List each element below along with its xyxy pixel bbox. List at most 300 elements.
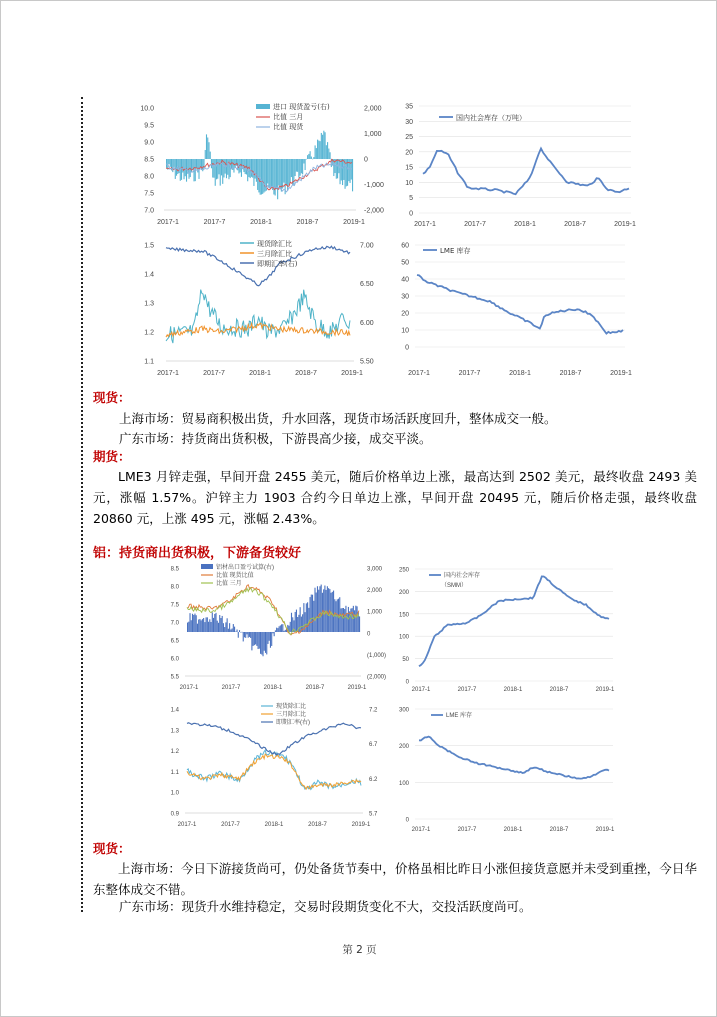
spread-bar <box>319 586 320 632</box>
y-tick-label: 50 <box>401 259 409 267</box>
spread-bar <box>228 629 229 632</box>
spread-bar <box>267 159 268 184</box>
zinc-spot-heading: 现货： <box>93 390 131 405</box>
spread-bar <box>198 620 199 632</box>
spread-bar <box>233 159 234 173</box>
spread-bar <box>261 159 262 194</box>
y2-tick-label: 2,000 <box>364 105 382 113</box>
legend-label: 比值 三月 <box>273 113 304 121</box>
legend-label: LME 库存 <box>440 247 471 255</box>
spread-bar <box>342 159 343 185</box>
spread-bar <box>275 159 276 196</box>
y-tick-label: 1.1 <box>144 358 154 366</box>
spread-bar <box>283 159 284 183</box>
spread-bar <box>305 159 306 170</box>
spread-bar <box>290 159 291 183</box>
spread-bar <box>207 617 208 632</box>
x-tick-label: 2018-1 <box>503 687 523 693</box>
x-tick-label: 2018-1 <box>263 685 283 691</box>
aluminum-ratio-chart <box>171 701 386 831</box>
spread-bar <box>254 632 255 645</box>
spread-bar <box>244 632 245 637</box>
spread-bar <box>256 632 257 646</box>
spread-bar <box>205 150 206 159</box>
spread-bar <box>264 632 265 651</box>
legend-label: 三月除汇比 <box>257 250 292 258</box>
x-tick-label: 2017-1 <box>157 370 179 377</box>
legend-label: 三月除汇比 <box>276 712 307 718</box>
spread-bar <box>308 154 309 159</box>
spread-bar <box>321 133 322 159</box>
spread-bar <box>354 610 355 632</box>
spread-bar <box>219 615 220 632</box>
spread-bar <box>302 159 303 174</box>
x-tick-label: 2017-1 <box>177 822 197 828</box>
spread-bar <box>312 595 313 632</box>
spread-bar <box>220 618 221 632</box>
spread-bar <box>257 159 258 190</box>
spread-bar <box>277 159 278 199</box>
zinc-spread-svg <box>136 98 384 228</box>
y-tick-label: 5 <box>409 195 413 203</box>
y-tick-label: 8.5 <box>144 156 154 164</box>
aluminum-spread-bars <box>187 585 360 657</box>
spread-bar <box>263 159 264 193</box>
spread-bar <box>201 620 202 632</box>
x-tick-label: 2018-7 <box>549 687 569 693</box>
y-tick-label: 1.0 <box>170 790 179 797</box>
spread-bar <box>313 601 314 632</box>
spread-bar <box>333 591 334 632</box>
spread-bar <box>170 159 171 167</box>
spread-bar <box>229 623 230 632</box>
aluminum-lme-stock-line <box>419 737 609 779</box>
spread-bar <box>357 606 358 632</box>
aluminum-spread-chart <box>171 561 386 693</box>
spread-bar <box>278 159 279 185</box>
spread-bar <box>191 620 192 632</box>
spread-bar <box>286 159 287 186</box>
y-tick-label: 35 <box>405 103 413 111</box>
y-tick-label: 7.0 <box>144 207 154 215</box>
x-tick-label: 2017-1 <box>411 687 431 693</box>
spread-bar <box>311 157 312 159</box>
spread-bar <box>306 159 307 160</box>
x-tick-label: 2017-7 <box>221 822 240 828</box>
x-tick-label: 2019-1 <box>614 221 636 228</box>
y2-tick-label: 6.00 <box>360 319 374 327</box>
spread-bar <box>251 159 252 177</box>
spread-bar <box>199 619 200 632</box>
spread-bar <box>272 632 273 633</box>
x-tick-label: 2018-1 <box>249 370 271 377</box>
spread-bar <box>271 632 272 646</box>
spread-bar <box>284 631 285 632</box>
y2-tick-label: 7.00 <box>360 242 374 250</box>
y-tick-label: 200 <box>398 744 409 751</box>
spread-bar <box>347 613 348 632</box>
y2-tick-label: (1,000) <box>367 652 387 659</box>
spread-bar <box>217 159 218 179</box>
spread-bar <box>222 616 223 632</box>
x-tick-label: 2018-7 <box>295 370 317 377</box>
spread-bar <box>188 622 189 632</box>
spread-bar <box>274 632 275 636</box>
spread-bar <box>352 159 353 191</box>
spread-bar <box>317 586 318 632</box>
legend-label: 铝材出口盈亏试算(右) <box>216 565 274 571</box>
spread-bar <box>232 628 233 632</box>
aluminum-lme-stock-chart <box>391 701 621 836</box>
x-tick-label: 2019-1 <box>351 822 371 828</box>
x-tick-label: 2018-7 <box>305 685 325 691</box>
spread-bar <box>207 138 208 159</box>
spread-bar <box>340 159 341 184</box>
spread-bar <box>323 131 324 159</box>
zinc-guangdong-text: 广东市场：持货商出货积极，下游畏高少接，成交平淡。 <box>119 431 432 446</box>
y-tick-label: 9.0 <box>144 139 154 147</box>
spread-bar <box>241 632 242 633</box>
spread-bar <box>342 608 343 632</box>
spread-bar <box>296 610 297 632</box>
spread-bar <box>189 613 190 632</box>
zinc-lme-stock-chart <box>393 237 638 382</box>
spread-bar <box>328 588 329 632</box>
aluminum-spread-svg <box>171 561 386 693</box>
spread-bar <box>206 134 207 159</box>
x-tick-label: 2017-1 <box>179 685 199 691</box>
spread-bar <box>262 632 263 656</box>
spread-bar <box>217 621 218 632</box>
spread-bar <box>258 632 259 649</box>
spread-bar <box>280 625 281 632</box>
y2-tick-label: -1,000 <box>364 182 384 189</box>
spread-bar <box>218 623 219 632</box>
spread-bar <box>312 159 313 160</box>
spread-bar <box>248 632 249 638</box>
aluminum-domestic-stock-svg <box>391 561 621 696</box>
legend-swatch <box>201 564 213 569</box>
spread-bar <box>260 632 261 654</box>
spread-bar <box>344 609 345 632</box>
spread-bar <box>359 616 360 632</box>
page-number: 第 2 页 <box>342 944 377 956</box>
spread-bar <box>280 159 281 189</box>
spread-bar <box>282 624 283 632</box>
spread-bar <box>308 608 309 632</box>
spread-bar <box>187 623 188 632</box>
spread-bar <box>240 632 241 633</box>
spread-bar <box>258 159 259 192</box>
y-tick-label: 100 <box>398 780 409 787</box>
spread-bar <box>314 588 315 632</box>
y-tick-label: 60 <box>401 242 409 250</box>
spread-bar <box>223 623 224 632</box>
spread-bar <box>260 159 261 195</box>
spread-bar <box>181 159 182 180</box>
spread-bar <box>270 159 271 189</box>
spread-bar <box>320 141 321 159</box>
x-tick-label: 2018-7 <box>308 822 327 828</box>
legend-label: 现货除汇比 <box>257 240 292 248</box>
y2-tick-label: 5.7 <box>369 811 378 818</box>
y-tick-label: 1.3 <box>170 728 179 735</box>
spread-bar <box>227 618 228 632</box>
spread-bar <box>328 149 329 159</box>
aluminum-lme-stock-svg <box>391 701 621 836</box>
x-tick-label: 2017-1 <box>408 370 430 377</box>
spread-bar <box>307 155 308 159</box>
y-tick-label: 9.5 <box>144 122 154 130</box>
y2-tick-label: 0 <box>364 156 368 164</box>
y-tick-label: 20 <box>405 149 413 157</box>
x-tick-label: 2017-7 <box>458 370 481 377</box>
spread-bar <box>222 159 223 184</box>
zinc-spread-chart <box>136 98 384 228</box>
spread-bar <box>208 142 209 159</box>
x-tick-label: 2018-7 <box>296 219 319 226</box>
spread-bar <box>341 159 342 180</box>
spread-bar <box>322 135 323 159</box>
y-tick-label: 1.4 <box>144 271 154 279</box>
spread-bar <box>233 624 234 632</box>
y2-tick-label: 0 <box>367 631 371 638</box>
x-tick-label: 2018-7 <box>549 827 569 833</box>
spread-bar <box>197 624 198 632</box>
spread-bar <box>238 632 239 638</box>
spread-bar <box>303 603 304 632</box>
y2-tick-label: -2,000 <box>364 207 384 215</box>
spread-bar <box>253 632 254 646</box>
spread-bar <box>326 145 327 159</box>
spread-bar <box>262 159 263 194</box>
y-tick-label: 1.2 <box>170 749 179 756</box>
spread-bar <box>230 629 231 632</box>
spread-bar <box>173 159 174 167</box>
y-tick-label: 8.0 <box>144 173 154 181</box>
spread-bar <box>192 614 193 632</box>
spread-bar <box>317 140 318 159</box>
legend-label: 比值 三月 <box>216 581 242 587</box>
aluminum-spot-ratio-line <box>187 750 361 789</box>
spread-bar <box>290 622 291 632</box>
spread-bar <box>186 159 187 182</box>
spread-bar <box>206 617 207 632</box>
y-tick-label: 1.4 <box>170 707 179 714</box>
y-tick-label: 0.9 <box>170 811 179 818</box>
spread-bar <box>297 159 298 172</box>
spread-bar <box>235 631 236 632</box>
spread-bar <box>259 632 260 649</box>
spread-bar <box>295 612 296 632</box>
spread-bar <box>236 630 237 632</box>
spread-bar <box>282 159 283 189</box>
spread-bar <box>194 614 195 632</box>
y-tick-label: 10 <box>401 327 409 335</box>
spread-bar <box>300 159 301 176</box>
spread-bar <box>235 159 236 167</box>
legend-label: 比值 现货比值 <box>216 573 254 579</box>
y-tick-label: 250 <box>398 567 409 574</box>
y-tick-label: 300 <box>398 707 409 714</box>
x-tick-label: 2017-7 <box>464 221 486 228</box>
y-tick-label: 7.5 <box>170 602 179 609</box>
x-tick-label: 2018-1 <box>264 822 284 828</box>
x-tick-label: 2018-7 <box>559 370 582 377</box>
spread-bar <box>209 619 210 632</box>
spread-bar <box>315 145 316 159</box>
legend-label: （SMM） <box>441 583 467 589</box>
spread-bar <box>256 159 257 182</box>
y-tick-label: 25 <box>405 134 413 142</box>
spread-bar <box>291 613 292 632</box>
y2-tick-label: (2,000) <box>367 674 387 681</box>
spread-bar <box>271 159 272 187</box>
y2-tick-label: 1,000 <box>367 609 383 616</box>
y-tick-label: 0 <box>405 817 409 824</box>
y-tick-label: 6.0 <box>170 656 179 663</box>
y-tick-label: 100 <box>398 634 409 641</box>
spread-bar <box>196 159 197 169</box>
spread-bar <box>277 628 278 632</box>
legend-label: 现货除汇比 <box>276 704 307 710</box>
spread-bar <box>300 607 301 632</box>
spread-bar <box>246 632 247 634</box>
legend-label: 即期汇率(右) <box>276 720 310 726</box>
x-tick-label: 2018-7 <box>564 221 586 228</box>
spread-bar <box>321 585 322 632</box>
spread-bar <box>306 603 307 632</box>
y-tick-label: 1.2 <box>144 329 154 337</box>
x-tick-label: 2018-1 <box>250 219 272 226</box>
spread-bar <box>204 622 205 632</box>
spread-bar <box>196 615 197 632</box>
spread-bar <box>327 142 328 159</box>
spread-bar <box>208 622 209 632</box>
spread-bar <box>268 159 269 188</box>
spread-bar <box>265 632 266 653</box>
aluminum-spot-heading: 现货： <box>93 841 131 856</box>
x-tick-label: 2018-1 <box>514 221 536 228</box>
zinc-domestic-stock-chart <box>393 98 638 233</box>
y-tick-label: 20 <box>401 310 409 318</box>
spread-bar <box>343 608 344 632</box>
legend-label: 国内社会库存（万吨） <box>456 114 526 122</box>
spread-bar <box>330 152 331 159</box>
spread-bar <box>255 632 256 644</box>
y2-tick-label: 6.2 <box>369 776 378 783</box>
x-tick-label: 2019-1 <box>347 685 367 691</box>
spread-bar <box>198 159 199 179</box>
x-tick-label: 2018-1 <box>503 827 523 833</box>
spread-bar <box>296 159 297 172</box>
spread-bar <box>227 159 228 175</box>
spread-bar <box>218 159 219 174</box>
spread-bar <box>285 159 286 194</box>
x-tick-label: 2019-1 <box>343 219 365 226</box>
spread-bar <box>212 159 213 178</box>
spread-bar <box>340 608 341 632</box>
x-tick-label: 2017-1 <box>411 827 431 833</box>
spread-bar <box>310 151 311 159</box>
aluminum-section-title: 铝：持货商出货积极，下游备货较好 <box>93 546 302 561</box>
spread-bar <box>255 159 256 179</box>
spread-bar <box>261 632 262 655</box>
y-tick-label: 0 <box>405 679 409 686</box>
aluminum-ratio-svg <box>171 701 386 831</box>
y2-tick-label: 2,000 <box>367 588 383 595</box>
zinc-domestic-stock-line <box>423 149 629 195</box>
spread-bar <box>281 624 282 632</box>
spread-bar <box>298 159 299 178</box>
spread-bar <box>307 602 308 632</box>
spread-bar <box>214 614 215 632</box>
spread-bar <box>303 159 304 164</box>
x-tick-label: 2018-1 <box>509 370 531 377</box>
spread-bar <box>266 159 267 191</box>
x-tick-label: 2019-1 <box>341 370 363 377</box>
spread-bar <box>192 159 193 170</box>
y-tick-label: 6.5 <box>170 638 179 645</box>
y-tick-label: 1.1 <box>170 769 179 776</box>
x-tick-label: 2017-1 <box>414 221 436 228</box>
aluminum-guangdong-text: 广东市场：现货升水维持稳定，交易时段期货变化不大，交投活跃度尚可。 <box>119 899 532 914</box>
x-tick-label: 2017-7 <box>457 827 477 833</box>
x-tick-label: 2019-1 <box>595 827 615 833</box>
spread-bar <box>285 630 286 632</box>
zinc-futures-text: LME3 月锌走强，早间开盘 2455 美元，随后价格单边上涨，最高达到 2502 美元，最终收盘 2493 美元，涨幅 1.57%。沪锌主力 1903 合约今日单边上涨，早间开盘 20495 元，随后价格走强，最终收盘 20860 元，上涨 495 元，涨幅 2.43%。 <box>93 469 697 526</box>
legend-swatch <box>256 104 270 109</box>
zinc-futures-heading: 期货： <box>93 449 131 464</box>
spread-bar <box>216 159 217 179</box>
aluminum-shanghai-text: 上海市场：今日下游接货尚可，仍处备货节奏中，价格虽相比昨日小涨但接货意愿并未受到重挫，今日华东整体成交不错。 <box>93 861 697 897</box>
spread-bar <box>249 632 250 637</box>
zinc-domestic-stock-svg <box>393 98 638 233</box>
spread-bar <box>345 606 346 632</box>
spread-bar <box>193 615 194 632</box>
y2-tick-label: 3,000 <box>367 566 383 573</box>
spread-bar <box>269 632 270 641</box>
spread-bar <box>310 597 311 632</box>
spread-bar <box>267 632 268 644</box>
y-tick-label: 150 <box>398 612 409 619</box>
zinc-lme-stock-svg <box>393 237 638 382</box>
y2-tick-label: 6.50 <box>360 281 374 289</box>
spread-bar <box>316 148 317 159</box>
spread-bar <box>226 159 227 178</box>
spread-bar <box>251 632 252 650</box>
spread-bar <box>327 586 328 632</box>
aluminum-domestic-stock-chart <box>391 561 621 696</box>
spread-bar <box>295 159 296 176</box>
spread-bar <box>245 632 246 638</box>
y-tick-label: 7.0 <box>170 620 179 627</box>
spread-bar <box>168 159 169 164</box>
spread-bar <box>225 622 226 632</box>
spread-bar <box>275 630 276 632</box>
spread-bar <box>332 592 333 632</box>
y-tick-label: 5.5 <box>170 674 179 681</box>
legend-label: 进口 现货盈亏(右) <box>273 103 330 111</box>
y-tick-label: 0 <box>405 344 409 352</box>
fx-rate-line <box>187 723 361 755</box>
zinc-lme-stock-line <box>417 275 623 334</box>
legend-label: LME 库存 <box>446 713 473 719</box>
y-tick-label: 30 <box>405 118 413 126</box>
y2-tick-label: 6.7 <box>369 742 378 749</box>
y-tick-label: 1.5 <box>144 242 154 250</box>
x-tick-label: 2017-1 <box>157 219 179 226</box>
